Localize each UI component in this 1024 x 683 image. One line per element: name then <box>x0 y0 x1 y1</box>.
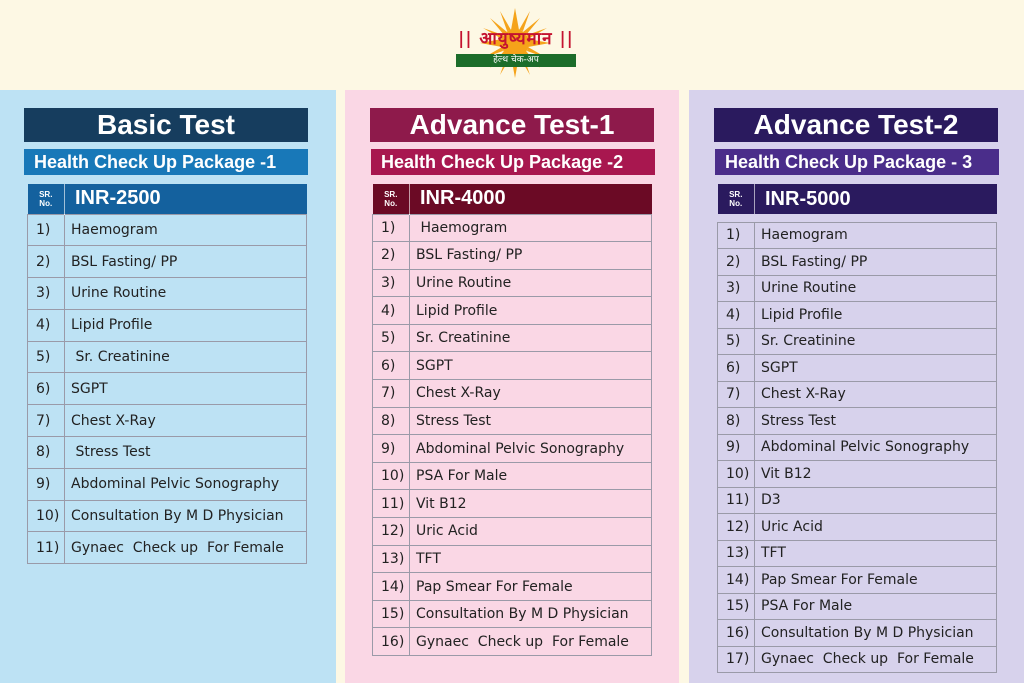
test-name: SGPT <box>410 352 652 380</box>
test-name: Uric Acid <box>755 514 997 541</box>
test-number: 10) <box>28 500 65 532</box>
test-number: 10) <box>718 461 755 488</box>
price-header: INR-2500 <box>75 187 161 210</box>
test-number: 16) <box>373 628 410 656</box>
table-row <box>373 435 652 463</box>
test-number: 11) <box>373 490 410 518</box>
test-name: Urine Routine <box>65 278 307 310</box>
table-row <box>718 567 997 594</box>
table-row <box>28 278 307 310</box>
test-name: Consultation By M D Physician <box>65 500 307 532</box>
table-row <box>718 328 997 355</box>
price-header: INR-5000 <box>765 187 851 210</box>
test-number: 12) <box>373 518 410 546</box>
test-table <box>372 184 652 656</box>
logo-tagline: हेल्थ चेक-अप <box>456 54 576 67</box>
test-number: 3) <box>28 278 65 310</box>
test-name: Urine Routine <box>410 269 652 297</box>
test-name: Stress Test <box>755 408 997 435</box>
table-row <box>718 355 997 382</box>
test-name: D3 <box>755 487 997 514</box>
test-number: 2) <box>718 249 755 276</box>
price-header: INR-4000 <box>420 187 506 210</box>
test-number: 10) <box>373 462 410 490</box>
test-number: 9) <box>718 434 755 461</box>
test-number: 11) <box>28 532 65 564</box>
sr-no-header: SR. No. <box>28 184 65 214</box>
package-title: Advance Test-1 <box>370 108 654 142</box>
table-row <box>373 490 652 518</box>
test-number: 5) <box>28 341 65 373</box>
table-row <box>373 242 652 270</box>
test-number: 14) <box>373 573 410 601</box>
table-row <box>28 500 307 532</box>
table-row <box>718 514 997 541</box>
table-row <box>28 214 307 246</box>
test-number: 8) <box>28 437 65 469</box>
test-name: Stress Test <box>65 437 307 469</box>
test-name: TFT <box>410 545 652 573</box>
table-header-row <box>373 184 652 214</box>
table-row <box>373 297 652 325</box>
test-name: Stress Test <box>410 407 652 435</box>
test-name: BSL Fasting/ PP <box>755 249 997 276</box>
test-name: Gynaec Check up For Female <box>755 646 997 673</box>
table-row <box>28 309 307 341</box>
test-number: 17) <box>718 646 755 673</box>
test-name: Pap Smear For Female <box>755 567 997 594</box>
test-name: Chest X-Ray <box>755 381 997 408</box>
table-row <box>718 593 997 620</box>
package-subtitle: Health Check Up Package -1 <box>24 149 308 175</box>
test-name: Pap Smear For Female <box>410 573 652 601</box>
package-title: Advance Test-2 <box>714 108 998 142</box>
sr-no-header: SR. No. <box>718 184 755 214</box>
test-number: 6) <box>28 373 65 405</box>
test-number: 4) <box>373 297 410 325</box>
test-number: 7) <box>718 381 755 408</box>
logo-name: || आयुष्यमान || <box>458 29 574 49</box>
test-name: BSL Fasting/ PP <box>65 246 307 278</box>
test-name: TFT <box>755 540 997 567</box>
test-name: Lipid Profile <box>65 309 307 341</box>
test-number: 9) <box>28 468 65 500</box>
table-row <box>373 518 652 546</box>
test-name: Haemogram <box>755 222 997 249</box>
table-row <box>373 324 652 352</box>
test-number: 13) <box>718 540 755 567</box>
test-number: 3) <box>373 269 410 297</box>
test-table <box>27 184 307 564</box>
test-number: 2) <box>28 246 65 278</box>
test-name: Abdominal Pelvic Sonography <box>65 468 307 500</box>
test-number: 6) <box>718 355 755 382</box>
table-row <box>718 222 997 249</box>
table-header-row <box>28 184 307 214</box>
table-row <box>373 462 652 490</box>
table-row <box>28 532 307 564</box>
test-number: 2) <box>373 242 410 270</box>
test-number: 8) <box>373 407 410 435</box>
table-row <box>28 341 307 373</box>
test-name: BSL Fasting/ PP <box>410 242 652 270</box>
test-number: 3) <box>718 275 755 302</box>
table-row <box>718 408 997 435</box>
table-row <box>718 434 997 461</box>
test-name: Abdominal Pelvic Sonography <box>755 434 997 461</box>
test-name: Chest X-Ray <box>65 405 307 437</box>
test-number: 5) <box>373 324 410 352</box>
test-number: 13) <box>373 545 410 573</box>
test-number: 12) <box>718 514 755 541</box>
test-name: Vit B12 <box>410 490 652 518</box>
test-number: 1) <box>718 222 755 249</box>
table-row <box>373 380 652 408</box>
test-number: 11) <box>718 487 755 514</box>
test-name: Consultation By M D Physician <box>410 600 652 628</box>
test-name: Haemogram <box>410 214 652 242</box>
package-title: Basic Test <box>24 108 308 142</box>
test-table <box>717 184 997 673</box>
test-number: 6) <box>373 352 410 380</box>
test-name: PSA For Male <box>755 593 997 620</box>
package-subtitle: Health Check Up Package - 3 <box>715 149 999 175</box>
test-name: Sr. Creatinine <box>410 324 652 352</box>
table-row <box>718 302 997 329</box>
test-name: Chest X-Ray <box>410 380 652 408</box>
table-header-row <box>718 184 997 214</box>
table-row <box>373 269 652 297</box>
test-number: 14) <box>718 567 755 594</box>
table-row <box>28 373 307 405</box>
table-row <box>373 573 652 601</box>
table-row <box>373 545 652 573</box>
test-number: 1) <box>28 214 65 246</box>
table-row <box>373 600 652 628</box>
table-row <box>718 620 997 647</box>
table-row <box>718 646 997 673</box>
test-number: 4) <box>718 302 755 329</box>
table-row <box>373 214 652 242</box>
table-row <box>718 487 997 514</box>
test-name: SGPT <box>755 355 997 382</box>
test-number: 7) <box>373 380 410 408</box>
test-number: 1) <box>373 214 410 242</box>
test-name: Abdominal Pelvic Sonography <box>410 435 652 463</box>
table-row <box>373 628 652 656</box>
table-row <box>373 407 652 435</box>
header <box>0 0 1024 90</box>
test-number: 9) <box>373 435 410 463</box>
table-row <box>28 246 307 278</box>
test-name: Lipid Profile <box>755 302 997 329</box>
table-row <box>373 352 652 380</box>
test-number: 15) <box>373 600 410 628</box>
test-name: Urine Routine <box>755 275 997 302</box>
test-name: Sr. Creatinine <box>65 341 307 373</box>
test-number: 7) <box>28 405 65 437</box>
test-name: SGPT <box>65 373 307 405</box>
test-number: 8) <box>718 408 755 435</box>
test-number: 15) <box>718 593 755 620</box>
table-row <box>718 275 997 302</box>
table-row <box>718 540 997 567</box>
test-name: Uric Acid <box>410 518 652 546</box>
table-row <box>718 461 997 488</box>
test-name: Gynaec Check up For Female <box>65 532 307 564</box>
table-row <box>718 249 997 276</box>
table-row <box>718 381 997 408</box>
test-number: 5) <box>718 328 755 355</box>
test-name: Gynaec Check up For Female <box>410 628 652 656</box>
table-row <box>28 468 307 500</box>
sr-no-header: SR. No. <box>373 184 410 214</box>
test-name: Lipid Profile <box>410 297 652 325</box>
package-subtitle: Health Check Up Package -2 <box>371 149 655 175</box>
test-name: Consultation By M D Physician <box>755 620 997 647</box>
test-name: Haemogram <box>65 214 307 246</box>
test-name: Vit B12 <box>755 461 997 488</box>
test-name: Sr. Creatinine <box>755 328 997 355</box>
table-row <box>28 405 307 437</box>
table-row <box>28 437 307 469</box>
test-name: PSA For Male <box>410 462 652 490</box>
test-number: 16) <box>718 620 755 647</box>
test-number: 4) <box>28 309 65 341</box>
